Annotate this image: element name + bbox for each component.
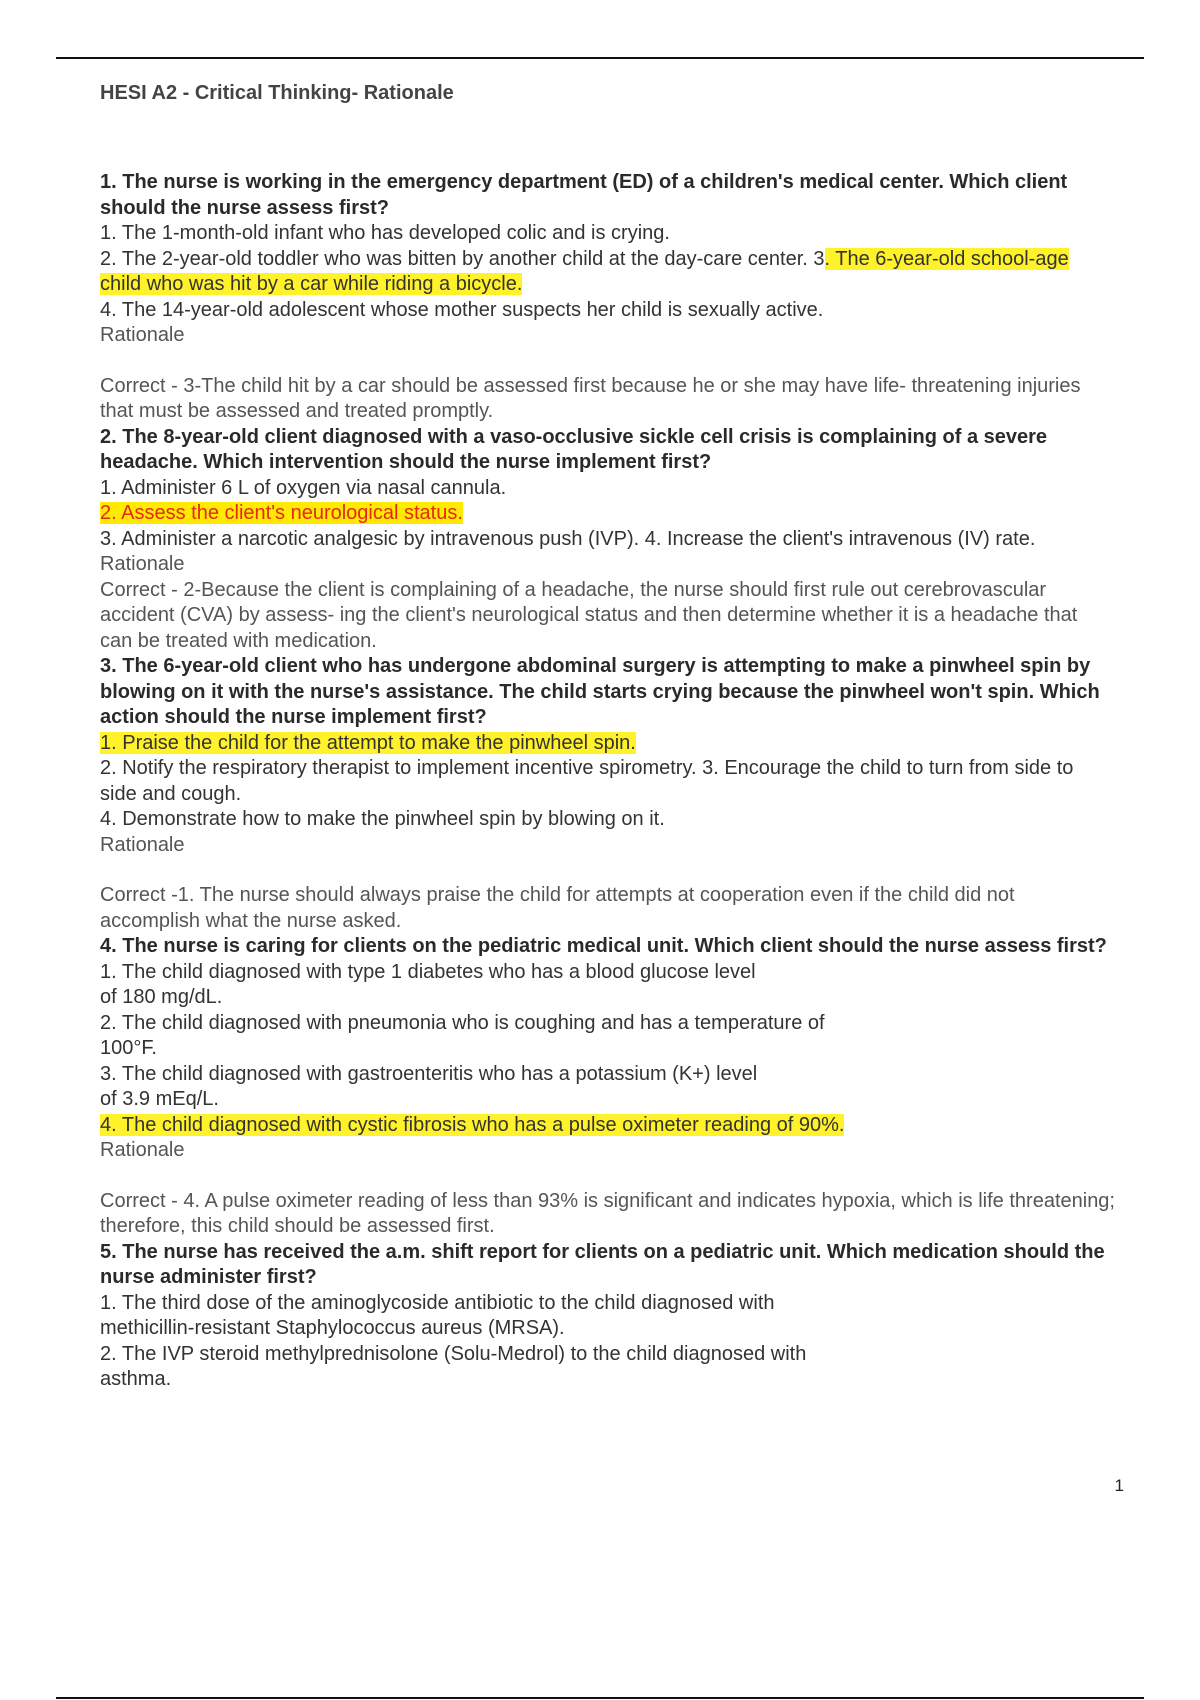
q2-rationale-label: Rationale	[100, 553, 185, 575]
q4-option-1a: 1. The child diagnosed with type 1 diabetes who has a blood glucose level	[100, 960, 756, 983]
q1-option-1: 1. The 1-month-old infant who has developed colic and is crying.	[100, 222, 670, 244]
q2-option-1: 1. Administer 6 L of oxygen via nasal cannula.	[100, 476, 507, 499]
question-2: 2. The 8-year-old client diagnosed with a vaso-occlusive sickle cell crisis is complaining of a severe headache. Which intervention should the nurse implement first?	[100, 425, 1048, 473]
q3-option-1	[100, 731, 1115, 757]
q4-correct-answer-highlight: 4. The child diagnosed with cystic fibrosis who has a pulse oximeter reading of 90%.	[100, 1113, 845, 1136]
q5-option-2b: asthma.	[100, 1368, 172, 1390]
q2-option-2	[100, 501, 1115, 527]
q3-option-2-3: 2. Notify the respiratory therapist to implement incentive spirometry. 3. Encourage the child to turn from side to side and cough.	[100, 757, 1074, 805]
q4-option-3a: 3. The child diagnosed with gastroenteritis who has a potassium (K+) level	[100, 1062, 758, 1085]
q4-rationale-label: Rationale	[100, 1139, 185, 1161]
bottom-rule	[56, 1697, 1144, 1699]
q3-rationale-label: Rationale	[100, 833, 185, 856]
q1-option-2-3	[100, 247, 1115, 298]
question-5: 5. The nurse has received the a.m. shift report for clients on a pediatric unit. Which medication should the nurse administer first?	[100, 1240, 1105, 1288]
document-body	[100, 170, 1115, 1393]
top-rule	[56, 57, 1144, 59]
q1-option-2-text: 2. The 2-year-old toddler who was bitten by another child at the day-care center. 3	[100, 247, 825, 270]
q5-option-1a: 1. The third dose of the aminoglycoside antibiotic to the child diagnosed with	[100, 1291, 775, 1314]
q3-correct-answer-highlight: 1. Praise the child for the attempt to make the pinwheel spin.	[100, 731, 636, 754]
question-1: 1. The nurse is working in the emergency department (ED) of a children's medical center. Which client should the nurse assess first?	[100, 171, 1068, 219]
q3-rationale: Correct -1. The nurse should always praise the child for attempts at cooperation even if the child did not accomplish what the nurse asked.	[100, 884, 1015, 932]
q3-option-4: 4. Demonstrate how to make the pinwheel spin by blowing on it.	[100, 808, 665, 830]
q1-option-4: 4. The 14-year-old adolescent whose mother suspects her child is sexually active.	[100, 298, 824, 321]
q2-option-3-4: 3. Administer a narcotic analgesic by intravenous push (IVP). 4. Increase the client's intravenous (IV) rate.	[100, 527, 1036, 550]
document-title: HESI A2 - Critical Thinking- Rationale	[100, 82, 454, 104]
q5-option-2a: 2. The IVP steroid methylprednisolone (Solu-Medrol) to the child diagnosed with	[100, 1342, 807, 1365]
spacer	[100, 349, 1115, 374]
q1-correct-answer-highlight: . The 6-year-old school-age child who was hit by a car while riding a bicycle.	[100, 247, 1069, 295]
q4-option-4	[100, 1113, 1115, 1139]
q4-option-1b: of 180 mg/dL.	[100, 986, 223, 1008]
q4-option-2b: 100°F.	[100, 1037, 157, 1059]
spacer	[100, 1164, 1115, 1189]
question-3: 3. The 6-year-old client who has undergone abdominal surgery is attempting to make a pinwheel spin by blowing on it with the nurse's assistance. The child starts crying because the pinwheel won't spin. Which action should the nurse implement first?	[100, 655, 1100, 728]
spacer	[100, 858, 1115, 883]
q5-option-1b: methicillin-resistant Staphylococcus aureus (MRSA).	[100, 1317, 565, 1339]
q2-correct-answer-highlight: 2. Assess the client's neurological status.	[100, 502, 463, 524]
q4-rationale: Correct - 4. A pulse oximeter reading of less than 93% is significant and indicates hypoxia, which is life threatening; therefore, this child should be assessed first.	[100, 1189, 1115, 1237]
q4-option-2a: 2. The child diagnosed with pneumonia who is coughing and has a temperature of	[100, 1011, 825, 1034]
page-number: 1	[1114, 1476, 1124, 1495]
question-4: 4. The nurse is caring for clients on the pediatric medical unit. Which client should the nurse assess first?	[100, 935, 1107, 957]
q4-option-3b: of 3.9 mEq/L.	[100, 1088, 219, 1110]
q1-rationale-label: Rationale	[100, 324, 185, 346]
q1-rationale: Correct - 3-The child hit by a car should be assessed first because he or she may have life- threatening injuries that must be assessed and treated promptly.	[100, 374, 1081, 422]
q2-rationale: Correct - 2-Because the client is complaining of a headache, the nurse should first rule out cerebrovascular accident (CVA) by assess- ing the client's neurological status and then determine whether it is a headache that can be treated with medication.	[100, 578, 1078, 652]
